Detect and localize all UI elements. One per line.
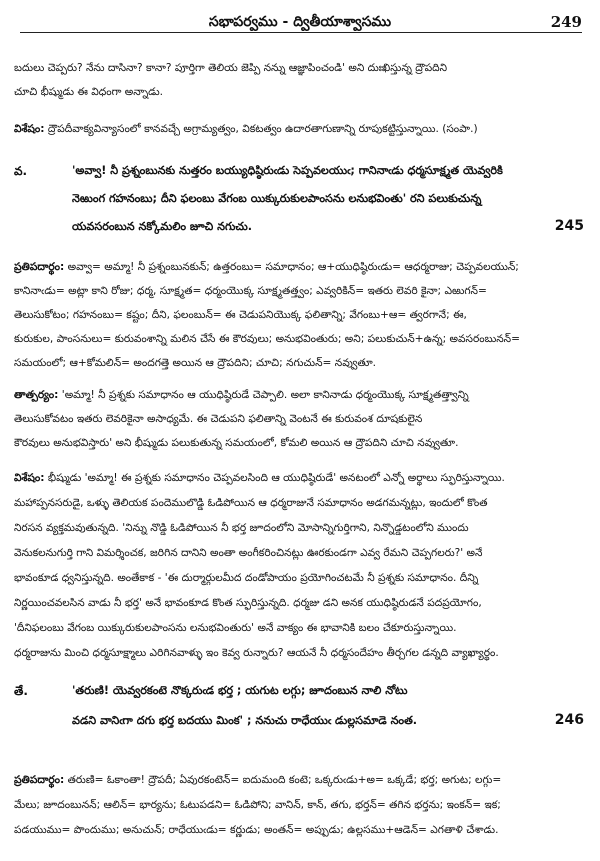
visesham-note-1 — [14, 117, 584, 141]
text-line: సమయంలో; ఆ+కోమలిన్= అందగత్తె అయిన ఆ ద్రౌపదిని; చూచి; నగుచున్= నవ్వుతూ. — [14, 357, 377, 369]
note-label: విశేషం: — [14, 472, 45, 484]
text-line: నిరసన వ్యక్తమవుతున్నది. 'నిన్ను నొడ్డి ఓడిపోయిన నీ భర్త జూదంలోని మోసాన్నిగుర్తిగాని, నిన్నొడ్డటంలోని ముందు — [14, 522, 469, 534]
page-header — [0, 10, 600, 34]
verse-number: 245 — [554, 218, 584, 234]
text-line: కానినాఁడు= అట్లా కాని రోజు; ధర్మ, సూక్ష్మత= ధర్మంయొక్క సూక్ష్మతత్త్వం; ఎవ్వరికిన్= ఇతరు లెవరి కైనా; ఎఱుగన్= — [14, 285, 487, 297]
text-line: తెలుసుకోవటం ఇతరు లెవరికైనా అసాధ్యమే. ఈ చెడుపని ఫలితాన్ని వెంటనే ఈ కురువంశ దూషకులైన — [14, 413, 423, 425]
verse-number: 246 — [554, 712, 584, 728]
text-line: ధర్మరాజును మించి ధర్మసూక్ష్మాలు ఎరిగినవాళ్ళు ఇం కెవ్వ రున్నారు? ఆయనే నీ ధర్మసందేహం తీర్చగల డన్నది వ్యాఖ్యార్థం. — [14, 647, 499, 659]
pratipadartham-label: ప్రతిపదార్థం: — [14, 774, 65, 786]
visesham-note-2 — [14, 466, 584, 666]
verse-245 — [14, 160, 584, 244]
verse-246 — [14, 680, 584, 738]
running-title: సభాపర్వము - ద్వితీయాశ్వాసము — [208, 14, 392, 30]
text-line: చూచి భీష్ముడు ఈ విధంగా అన్నాడు. — [14, 86, 163, 98]
verse-line: వడని వానిఁగా దగు భర్త బదయు మింక' ; ననుచు రాధేయుఁ డుల్లసమాడె నంత. — [72, 714, 418, 727]
header-rule — [20, 32, 582, 33]
text-line: బదులు చెప్పరు? నేను దాసినా? కానా? పూర్తిగా తెలియ జెప్పి నన్ను ఆజ్ఞాపించండి' అని దుఃఖిస్తున్న ద్రౌపదిని — [14, 62, 448, 74]
verse-line: యవసరంబున నక్కోమలిం జూచి నగుచు. — [72, 220, 252, 233]
text-line: భీష్ముడు 'అమ్మా! ఈ ప్రశ్నకు సమాధానం చెప్పవలసింది ఆ యుధిష్ఠిరుడే' అనటంలో ఎన్నో అర్థాలు స్ఫురిస్తున్నాయి. — [44, 472, 505, 484]
pratipadartham-2 — [14, 768, 584, 843]
intro-paragraph — [14, 56, 584, 104]
verse-tag: వ. — [14, 164, 28, 178]
tatparyam — [14, 383, 584, 455]
text-line: నిర్ణయించవలసిన వాడు నీ భర్త' అనే భావంకూడ కొంత స్ఫురిస్తున్నది. ధర్మజు డని అనక యుధిష్ఠిరుడనే పదప్రయోగం, — [14, 597, 482, 609]
text-line: తరుణి= ఓకాంతా! ద్రౌపదీ; ఏవురకంటెన్= ఐదుమంది కంటె; ఒక్కరుఁడు+అ= ఒక్కడే; భర్త; అగుట; లగ్గు= — [64, 774, 502, 786]
text-line: కౌరవులు అనుభవిస్తారు' అని భీష్ముడు పలుకుతున్న సమయంలో, కోమలి అయిన ఆ ద్రౌపదిని చూచి నవ్వుతూ. — [14, 437, 459, 449]
tatparyam-label: తాత్పర్యం: — [14, 389, 59, 401]
pratipadartham-1 — [14, 255, 584, 375]
page-number: 249 — [550, 13, 582, 31]
text-line: భావంకూడ ధ్వనిస్తున్నది. అంతేకాక - 'ఈ దుర్మార్గులమీద దండోపాయం ప్రయోగించటమే నీ ప్రశ్నకు సమాధానం. దీన్ని — [14, 572, 479, 584]
text-line: తెలుసుకోటం; గహనంబు= కష్టం; దీని, ఫలంబున్= ఈ చెడుపనియొక్క ఫలితాన్ని; వేగంబు+ఆ= త్వరగానే; ఈ, — [14, 309, 467, 321]
text-line: 'దీనిఫలంబు వేగంబ యిక్కురుకులపాంసను లనుభవింతురు' అనే వాక్యం ఈ భావానికి బలం చేకూరుస్తున్నాయి. — [14, 622, 457, 634]
text-line: అవ్వా= అమ్మా! నీ ప్రశ్నంబునకున్; ఉత్తరంబు= సమాధానం; ఆ+యుధిష్ఠిరుఁడు= ఆధర్మరాజు; చెప్పవలయున్; — [64, 261, 519, 273]
verse-line: నెఱుంగ గహనంబు; దీని ఫలంబు వేగంబ యిక్కురుకులపాంసను లనుభవింతు' రని పలుకుచున్న — [72, 192, 482, 205]
text-line: మేలు; జూదంబునన్; ఆలిన్= భార్యను; ఓటుపడని= ఓడిపోని; వానిన్, కాన్, తగు, భర్తన్= తగిన భర్తను; ఇంకన్= ఇక; — [14, 799, 501, 811]
text-line: మహాప్పనసరుడై, ఒళ్ళు తెలియక పందెములొడ్డి ఓడిపోయిన ఆ ధర్మరాజునే సమాధానం అడగమన్నట్లు, ఇందులో కొంత — [14, 497, 488, 509]
note-label: విశేషం: — [14, 123, 45, 135]
pratipadartham-label: ప్రతిపదార్థం: — [14, 261, 65, 273]
verse-line: 'తరుణి! యెవ్వరకంటె నొక్కరుఁడ భర్త ; యగుట లగ్గు; జూదంబున నాలి నోటు — [72, 684, 408, 697]
text-line: పడయుము= పొందుము; అనుచున్; రాధేయుఁడు= కర్ణుడు; అంతన్= అప్పుడు; ఉల్లసము+ఆడెన్= ఎగతాళి చేశాడు. — [14, 824, 499, 836]
text-line: 'అమ్మా! నీ ప్రశ్నకు సమాధానం ఆ యుధిష్ఠిరుడే చెప్పాలి. అలా కానినాడు ధర్మంయొక్క సూక్ష్మతత్త్వాన్ని — [58, 389, 469, 401]
text-line: కురుకుల, పాంసనులు= కురువంశాన్ని మలిన చేసే ఈ కౌరవులు; అనుభవింతురు; అని; పలుకుచున్+ఉన్న; అవసరంబునన్= — [14, 333, 520, 345]
text-line: వెనుకలనుగుర్తి గాని విమర్శించక, జరిగిన దానిని అంతా అంగీకరించినట్లు ఊరకుండగా ఎవ్వ రేమని చెప్పగలరు?' అనే — [14, 547, 483, 559]
verse-line: 'అవ్వా! నీ ప్రశ్నంబునకు నుత్తరం బయ్యుధిష్ఠిరుఁడు సెప్పవలయుఁ; గానినాఁడు ధర్మసూక్ష్మత యెవ్వరికి — [72, 164, 503, 177]
note-text: ద్రౌపదీవాక్యవిన్యాసంలో కానవచ్చే అగ్రామ్యత్వం, వికటత్వం ఉదారతాగుణాన్ని రూపుకట్టిస్తున్నాయి. (సంపా.) — [44, 123, 478, 135]
verse-tag: తే. — [14, 684, 28, 698]
